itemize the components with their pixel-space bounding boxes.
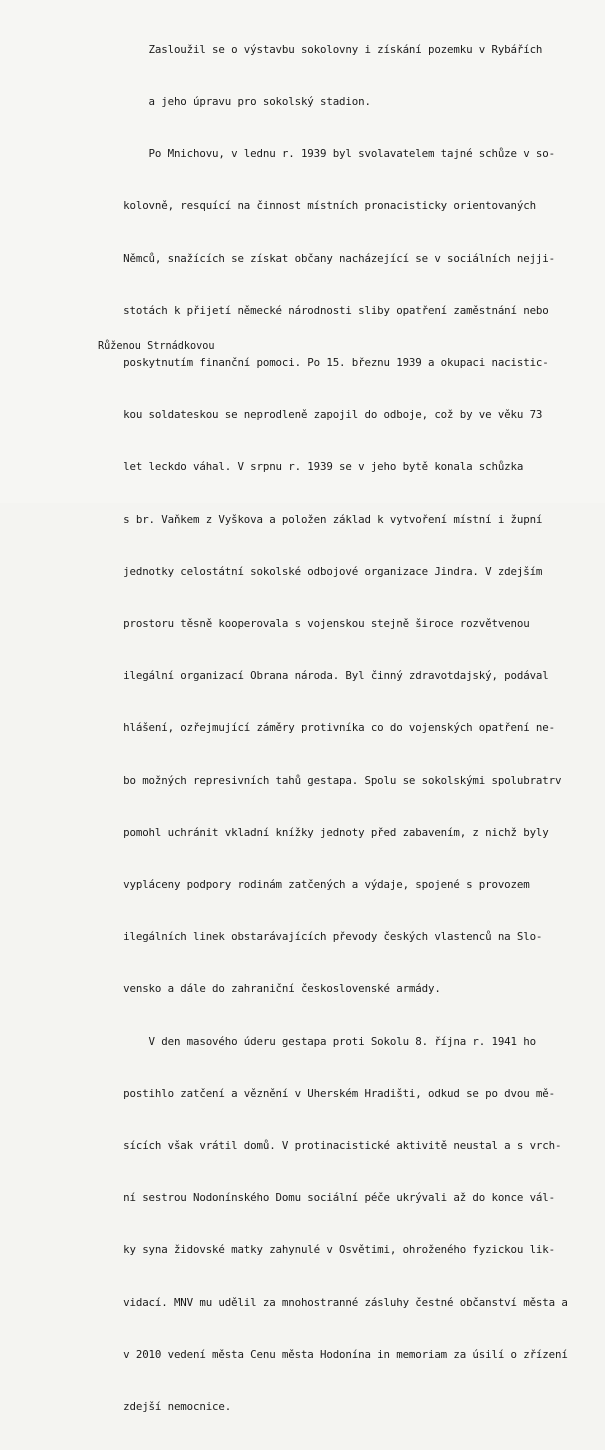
text-line: v 2010 vedení města Cenu města Hodonína in memoriam za úsilí o zřízení xyxy=(66,1347,568,1361)
text-line: ky syna židovské matky zahynulé v Osvětimi, ohroženého fyzickou lik- xyxy=(66,1243,555,1257)
text-line: vidací. MNV mu udělil za mnohostranné zásluhy čestné občanství města a xyxy=(66,1295,568,1309)
text-line: s br. Vaňkem z Vyškova a položen základ k vytvoření místní i župní xyxy=(66,512,543,526)
text-line: stotách k přijetí německé národnosti sliby opatření zaměstnání nebo xyxy=(66,303,549,317)
text-line: Po Mnichovu, v lednu r. 1939 byl svolavatelem tajné schůze v so- xyxy=(66,147,555,161)
text-line: let leckdo váhal. V srpnu r. 1939 se v jeho bytě konala schůzka xyxy=(66,460,524,474)
text-line: postihlo zatčení a věznění v Uherském Hradišti, odkud se po dvou mě- xyxy=(66,1086,555,1100)
text-line: vensko a dále do zahraniční československé armády. xyxy=(66,982,441,996)
text-line: ní sestrou Nodonínského Domu sociální péče ukrývali až do konce vál- xyxy=(66,1191,555,1205)
text-line: kou soldateskou se neprodleně zapojil do odboje, což by ve věku 73 xyxy=(66,408,543,422)
text-line: jednotky celostátní sokolské odbojové organizace Jindra. V zdejším xyxy=(66,564,543,578)
text-line: bo možných represivních tahů gestapa. Spolu se sokolskými spolubratrv xyxy=(66,773,562,787)
text-line: pomohl uchránit vkladní knížky jednoty před zabavením, z nichž byly xyxy=(66,825,549,839)
inserted-note: Růženou Strnádkovou xyxy=(98,341,215,352)
text-line: sících však vrátil domů. V protinacistické aktivitě neustal a s vrch- xyxy=(66,1139,562,1153)
text-line: vypláceny podpory rodinám zatčených a výdaje, spojené s provozem xyxy=(66,878,530,892)
text-line: Zasloužil se o výstavbu sokolovny i získání pozemku v Rybářích xyxy=(66,42,543,56)
text-line: kolovně, resquící na činnost místních pronacisticky orientovaných xyxy=(66,199,536,213)
document-body xyxy=(66,6,594,1450)
text-line: poskytnutím finanční pomoci. Po 15. březnu 1939 a okupaci nacistic- xyxy=(66,356,549,370)
text-line: Němců, snažících se získat občany nacházející se v sociálních nejji- xyxy=(66,251,555,265)
text-line: zdejší nemocnice. xyxy=(66,1400,232,1414)
text-line: ilegálních linek obstarávajících převody českých vlastenců na Slo- xyxy=(66,930,543,944)
text-line: prostoru těsně kooperovala s vojenskou stejně široce rozvětvenou xyxy=(66,617,530,631)
text-line: a jeho úpravu pro sokolský stadion. xyxy=(66,95,371,109)
text-line: hlášení, ozřejmující záměry protivníka co do vojenských opatření ne- xyxy=(66,721,555,735)
text-line: ilegální organizací Obrana národa. Byl činný zdravotdajský, podával xyxy=(66,669,549,683)
text-line: V den masového úderu gestapa proti Sokolu 8. října r. 1941 ho xyxy=(66,1034,536,1048)
